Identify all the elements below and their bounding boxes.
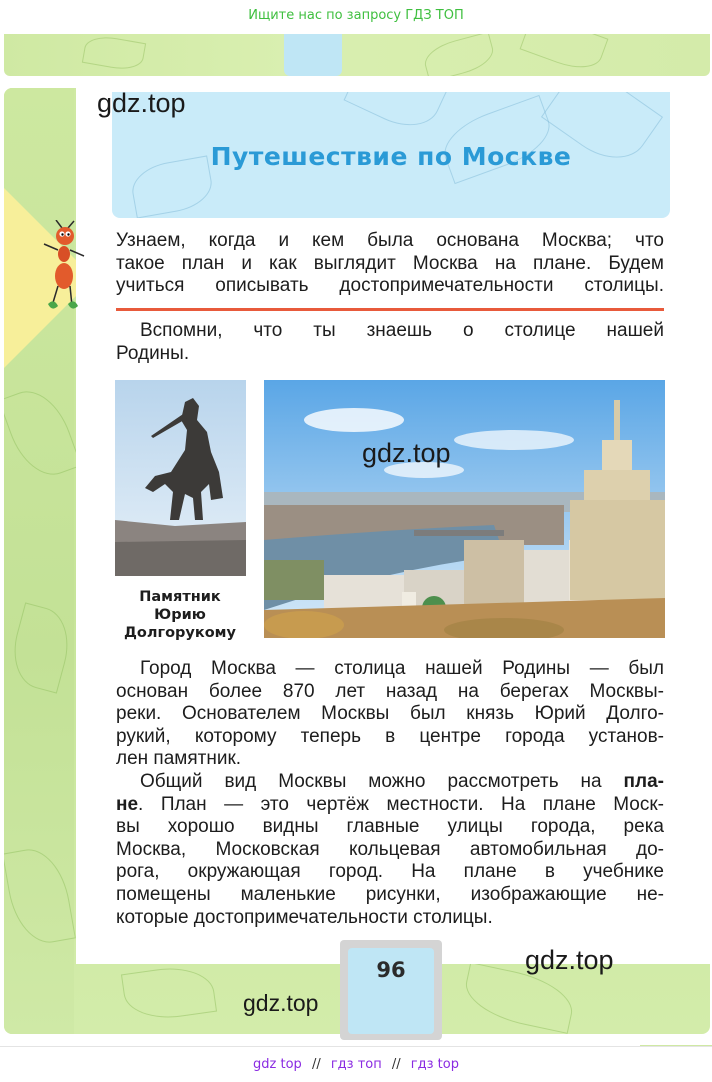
footer-link-3[interactable]: гдз top — [410, 1057, 459, 1072]
watermark-bottom-left: gdz.top — [243, 990, 319, 1016]
footer-links — [0, 1046, 712, 1082]
footer-separator: // — [391, 1057, 401, 1072]
watermark-bottom-right: gdz.top — [525, 945, 614, 975]
moscow-city-photo — [264, 380, 665, 638]
title-box — [112, 92, 670, 218]
section-divider — [116, 308, 664, 311]
top-banner[interactable]: Ищите нас по запросу ГДЗ ТОП — [0, 0, 712, 34]
monument-photo — [115, 380, 246, 576]
watermark-top: gdz.top — [97, 88, 186, 118]
recall-text: Вспомни, что ты знаешь о столице нашей Родины. — [116, 320, 664, 364]
footer-link-1[interactable]: gdz top — [253, 1057, 302, 1072]
footer-link-2[interactable]: гдз топ — [330, 1057, 382, 1072]
paragraph-history: Город Москва — столица нашей Родины — был основан более 870 лет назад на берегах Москвы- реки. Основателем Москвы был князь Юрий Долго- рукий, которому теперь в центре города установ- лен памятник. — [116, 658, 664, 770]
top-page-tab — [284, 34, 342, 76]
ant-mascot-icon — [38, 220, 90, 315]
paragraph-plan: Общий вид Москвы можно рассмотреть на пла- не. План — это чертёж местности. На плане Моск- вы хорошо видны главные улицы города, река Москва, Московская кольцевая автомобильная до- рога, окружающая город. На плане в учебнике помещены маленькие рисунки, изображающие не- которые достопримечательности столицы. — [116, 771, 664, 928]
page-title: Путешествие по Москве — [210, 142, 572, 171]
watermark-photo: gdz.top — [362, 438, 451, 468]
top-page-strip — [4, 34, 710, 76]
page-number: 96 — [376, 958, 406, 982]
footer-separator: // — [311, 1057, 321, 1072]
intro-text: Узнаем, когда и кем была основана Москва; что такое план и как выглядит Москва на плане. Будем учиться описывать достопримечательности столицы. — [116, 230, 664, 297]
monument-caption: Памятник Юрию Долгорукому — [124, 589, 236, 641]
